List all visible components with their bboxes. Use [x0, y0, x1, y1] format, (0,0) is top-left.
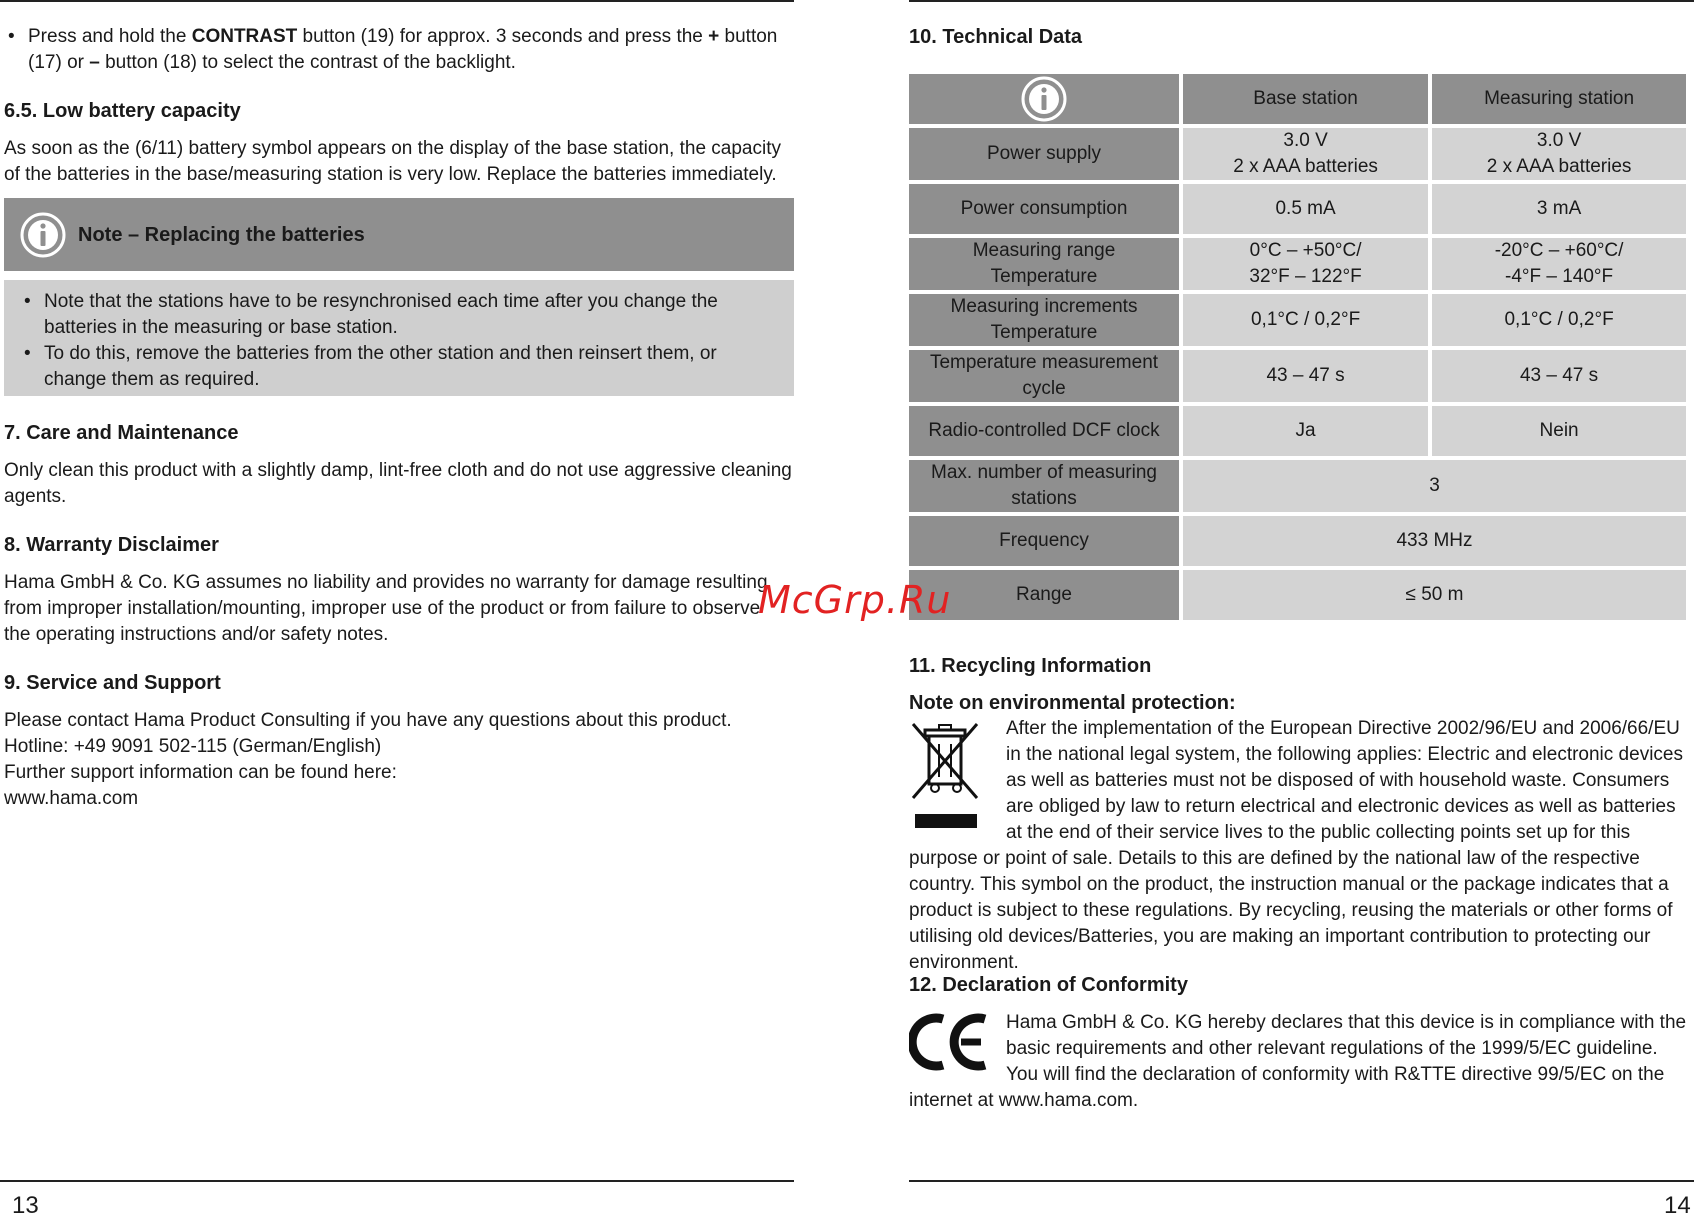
note-body: [4, 280, 794, 396]
cell-measuring: 43 – 47 s: [1432, 350, 1686, 402]
service-lines: [4, 708, 794, 812]
service-line: Further support information can be found here:: [4, 762, 397, 783]
row-label: Max. number of measuring stations: [909, 460, 1179, 512]
section-title-technical-data: 10. Technical Data: [909, 26, 1083, 48]
conformity-text-block: [909, 1010, 1694, 1114]
cell-base: 0,1°C / 0,2°F: [1183, 294, 1428, 346]
cell-measuring: Nein: [1432, 406, 1686, 456]
service-line: Please contact Hama Product Consulting if you have any questions about this product.: [4, 710, 732, 731]
contrast-bullet: • Press and hold the CONTRAST button (19) for approx. 3 seconds and press the + button (17) or – button (18) to select the contrast of the backlight.: [4, 24, 794, 76]
cell-measuring: 3.0 V 2 x AAA batteries: [1432, 128, 1686, 180]
row-label: Power supply: [909, 128, 1179, 180]
section-text-low-battery: As soon as the (6/11) battery symbol appears on the display of the base station, the capacity of the batteries in the base/measuring station is very low. Replace the batteries immediately.: [4, 138, 781, 185]
cell-measuring: -20°C – +60°C/ -4°F – 140°F: [1432, 238, 1686, 290]
service-line: Hotline: +49 9091 502-115 (German/English): [4, 736, 382, 757]
table-row: [909, 350, 1686, 402]
top-rule: [0, 0, 794, 2]
row-label: Temperature measurement cycle: [909, 350, 1179, 402]
cell-base: 0°C – +50°C/ 32°F – 122°F: [1183, 238, 1428, 290]
conformity-float-spacer: [909, 1010, 1006, 1084]
info-icon: [20, 212, 66, 258]
section-text-warranty: Hama GmbH & Co. KG assumes no liability and provides no warranty for damage resulting from improper installation/mounting, improper use of the product or from failure to observe the operating instructions and/or safety notes.: [4, 572, 768, 645]
cell-merged: 3: [1183, 460, 1686, 512]
page-number: 14: [1664, 1192, 1691, 1219]
table-row: [909, 516, 1686, 566]
note-bullet: • Note that the stations have to be resynchronised each time after you change the batteries in the measuring or base station.: [20, 289, 780, 341]
row-label: Radio-controlled DCF clock: [909, 406, 1179, 456]
recycling-float-spacer: [909, 716, 1006, 833]
service-link[interactable]: www.hama.com: [4, 788, 139, 809]
recycling-text-block: [909, 716, 1694, 976]
section-title-care: 7. Care and Maintenance: [4, 422, 239, 444]
page-number: 13: [12, 1192, 39, 1219]
cell-base: 0.5 mA: [1183, 184, 1428, 234]
table-row: [909, 460, 1686, 512]
cell-merged: 433 MHz: [1183, 516, 1686, 566]
cell-base: 3.0 V 2 x AAA batteries: [1183, 128, 1428, 180]
cell-base: Ja: [1183, 406, 1428, 456]
cell-measuring: 3 mA: [1432, 184, 1686, 234]
section-title-warranty: 8. Warranty Disclaimer: [4, 534, 219, 556]
conformity-text: Hama GmbH & Co. KG hereby declares that this device is in compliance with the basic requirements and other relevant regulations of the 1999/5/EC guideline. You will find the declaration of conformity with R&TTE directive 99/5/EC on the internet at www.hama.com.: [909, 1012, 1687, 1111]
section-title-conformity: 12. Declaration of Conformity: [909, 974, 1188, 996]
table-row: [909, 406, 1686, 456]
table-row: [909, 184, 1686, 234]
section-title-recycling: 11. Recycling Information: [909, 655, 1152, 677]
row-label: Power consumption: [909, 184, 1179, 234]
top-rule: [909, 0, 1694, 2]
table-row: [909, 238, 1686, 290]
recycling-subtitle: Note on environmental protection:: [909, 692, 1236, 714]
row-label: Measuring increments Temperature: [909, 294, 1179, 346]
info-icon: [1021, 76, 1067, 122]
note-header: [4, 198, 794, 271]
bottom-rule: [909, 1180, 1694, 1182]
row-label: Range: [909, 570, 1179, 620]
bottom-rule: [0, 1180, 794, 1182]
note-title: Note – Replacing the batteries: [78, 223, 365, 246]
section-text-care: Only clean this product with a slightly damp, lint-free cloth and do not use aggressive cleaning agents.: [4, 460, 792, 507]
row-label: Measuring range Temperature: [909, 238, 1179, 290]
column-header-base: Base station: [1183, 74, 1428, 124]
table-row: [909, 570, 1686, 620]
recycling-text: After the implementation of the European Directive 2002/96/EU and 2006/66/EU in the national legal system, the following applies: Electric and electronic devices as well as batteries must not be disposed of with household waste. Consumers are obliged by law to return electrical and electronic devices as well as batteries at the end of their service lives to the public collecting points set up for this purpose or point of sale. Details to this are defined by the national law of the respective country. This symbol on the product, the instruction manual or the package indicates that a product is subject to these regulations. By recycling, reusing the materials or other forms of utilising old devices/Batteries, you are making an important contribution to protecting our environment.: [909, 718, 1683, 973]
section-title-service: 9. Service and Support: [4, 672, 221, 694]
cell-merged: ≤ 50 m: [1183, 570, 1686, 620]
note-bullet: • To do this, remove the batteries from the other station and then reinsert them, or change them as required.: [20, 341, 780, 393]
cell-measuring: 0,1°C / 0,2°F: [1432, 294, 1686, 346]
table-row: [909, 294, 1686, 346]
table-header-row: [909, 74, 1686, 124]
contrast-bullet-list: [4, 24, 794, 76]
header-icon-cell: [909, 74, 1179, 124]
column-header-measuring: Measuring station: [1432, 74, 1686, 124]
row-label: Frequency: [909, 516, 1179, 566]
note-bullet-list: [20, 289, 780, 393]
table-row: [909, 128, 1686, 180]
section-title-low-battery: 6.5. Low battery capacity: [4, 100, 241, 122]
watermark: McGrp.Ru: [758, 578, 952, 622]
cell-base: 43 – 47 s: [1183, 350, 1428, 402]
technical-data-table: [905, 70, 1690, 624]
